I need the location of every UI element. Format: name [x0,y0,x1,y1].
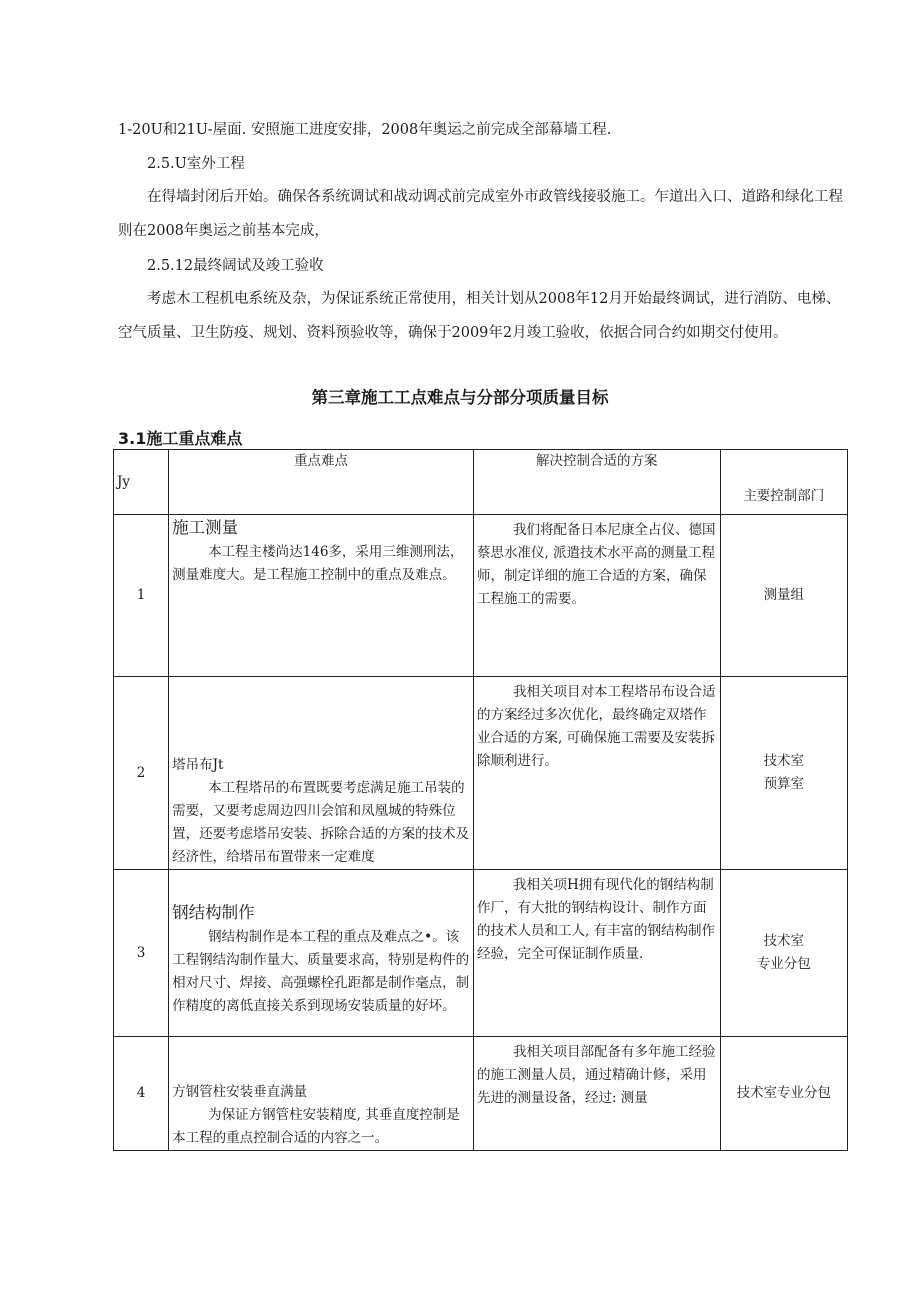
key-cell [169,870,474,1037]
intro-line: 1-20U和21U-屋面. 安照施工进度安排，2008年奥运之前完成全部幕墙工程. [118,122,612,138]
table-row [114,1037,848,1151]
solution-cell [473,1037,720,1151]
row-number: 3 [114,870,169,1037]
key-description: 为保证方钢管柱安装精度, 其垂直度控制是本工程的重点控制合适的内容之一。 [172,1107,460,1146]
header-solution: 解决控制合适的方案 [473,450,720,515]
final-paragraph: 考虑木工程机电系统及杂，为保证系统正常使用，相关计划从2008年12月开始最终调试，进行消防、电梯、空气质量、卫生防疫、规划、资料预验收等，确保于2009年2月竣工验收，依据合同合约如期交付使用。 [118,291,841,341]
table-row [114,677,848,870]
solution-text: 我相关项目对本工程塔吊布设合适的方案经过多次优化，最终确定双塔作业合适的方案, 可确保施工需要及安装拆除顺利进行。 [476,684,716,769]
row-number: 2 [114,677,169,870]
department-name: 技术室 [763,933,805,949]
section-title: 3.1施工重点难点 [118,429,243,448]
department-cell [720,515,847,677]
department-name: 测量组 [763,587,805,603]
header-no: Jy [114,450,169,515]
solution-text: 我相关项目部配备有多年施工经验的施工测量人员，通过精确计修，采用先进的测量设备，经过: 测量 [476,1044,716,1106]
table-row [114,870,848,1037]
table-row [114,515,848,677]
chapter-title: 第三章施工工点难点与分部分项质量目标 [311,388,609,407]
heading-outdoor: 2.5.U室外工程 [147,156,245,172]
solution-cell [473,677,720,870]
department-name-secondary: 专业分包 [756,956,811,972]
key-title: 塔吊布Jt [172,757,224,773]
key-title: 方钢管柱安装垂直满量 [172,1084,308,1100]
table-header-row [114,450,848,515]
key-description: 本工程塔吊的布置既要考虑满足施工吊装的需要，又要考虑周边四川会馆和凤凰城的特殊位置，还要考虑塔吊安装、拆除合适的方案的技术及经济性，给塔吊布置带来一定难度 [172,780,470,865]
key-description: 钢结构制作是本工程的重点及难点之•。该工程钢结沟制作量大、质量要求高，特别是构件的相对尺寸、焊接、高强螺栓孔距都是制作毫点，制作精度的离低直接关系到现场安装质量的好坏。 [172,929,470,1014]
row-number: 1 [114,515,169,677]
row-number: 4 [114,1037,169,1151]
department-name-secondary: 预算室 [763,776,805,792]
solution-text: 我们将配备日本尼康全占仪、德国蔡思水准仪, 派遣技术水平高的测量工程师，制定详细的施工合适的方案，确保工程施工的需要。 [476,522,716,607]
key-cell [169,1037,474,1151]
header-key-points: 重点难点 [169,450,474,515]
key-title: 施工测量 [172,518,239,537]
solution-cell [473,870,720,1037]
department-name: 技术室专业分包 [736,1085,832,1101]
heading-final-acceptance: 2.5.12最终阔试及竣工验收 [147,258,324,274]
solution-text: 我相关项H拥有现代化的钢结构制作厂，有大批的钢结构设计、制作方面的技术人员和工人, 有丰富的钢结构制作经验，完全可保证制作质量. [476,877,716,962]
key-difficulty-table [113,449,848,1151]
department-cell [720,677,847,870]
solution-cell [473,515,720,677]
key-cell [169,677,474,870]
outdoor-paragraph: 在得墙封闭后开始。确保各系统调试和战动调忒前完成室外市政管线接驳施工。乍道出入口、道路和绿化工程则在2008年奥运之前基本完成， [118,189,843,239]
key-description: 本工程主楼尚达146多，采用三维测刑法，测量难度大。是工程施工控制中的重点及难点。 [172,544,464,583]
header-department: 主要控制部门 [720,450,847,515]
department-cell [720,1037,847,1151]
department-name: 技术室 [763,753,805,769]
key-cell [169,515,474,677]
department-cell [720,870,847,1037]
key-title: 钢结构制作 [172,903,255,922]
